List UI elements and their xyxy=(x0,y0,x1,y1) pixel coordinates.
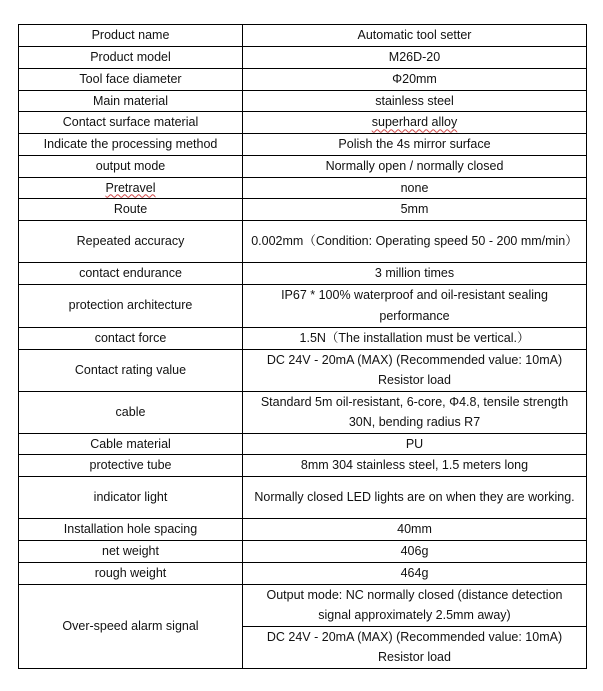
row-label: Product model xyxy=(19,46,243,68)
table-row xyxy=(19,177,587,199)
row-label: Product name xyxy=(19,25,243,47)
row-value: DC 24V - 20mA (MAX) (Recommended value: 10mA) Resistor load xyxy=(243,626,587,668)
table-row xyxy=(19,284,587,327)
row-value: PU xyxy=(243,433,587,455)
row-label: Installation hole spacing xyxy=(19,519,243,541)
table-row xyxy=(19,541,587,563)
row-value: 5mm xyxy=(243,199,587,221)
row-value: 8mm 304 stainless steel, 1.5 meters long xyxy=(243,455,587,477)
table-row xyxy=(19,455,587,477)
row-label: Tool face diameter xyxy=(19,68,243,90)
table-row xyxy=(19,155,587,177)
table-row xyxy=(19,584,587,626)
row-value: IP67 * 100% waterproof and oil-resistant sealing performance xyxy=(243,284,587,327)
table-row xyxy=(19,134,587,156)
table-row xyxy=(19,519,587,541)
table-row xyxy=(19,68,587,90)
table-row xyxy=(19,433,587,455)
row-label: Contact surface material xyxy=(19,112,243,134)
table-row xyxy=(19,199,587,221)
row-value: 0.002mm（Condition: Operating speed 50 - 200 mm/min） xyxy=(243,221,587,263)
row-value: Automatic tool setter xyxy=(243,25,587,47)
table-row xyxy=(19,327,587,349)
row-label-text: Pretravel xyxy=(105,180,156,195)
row-value: 3 million times xyxy=(243,263,587,285)
table-row xyxy=(19,46,587,68)
table-row xyxy=(19,562,587,584)
row-label: Route xyxy=(19,199,243,221)
row-value: Φ20mm xyxy=(243,68,587,90)
row-label: Indicate the processing method xyxy=(19,134,243,156)
row-value: 40mm xyxy=(243,519,587,541)
row-value-text: superhard alloy xyxy=(371,115,458,130)
row-label: protection architecture xyxy=(19,284,243,327)
row-value xyxy=(243,112,587,134)
table-row xyxy=(19,263,587,285)
row-value: stainless steel xyxy=(243,90,587,112)
table-row xyxy=(19,90,587,112)
table-row xyxy=(19,477,587,519)
row-label: Main material xyxy=(19,90,243,112)
row-value: 464g xyxy=(243,562,587,584)
row-value: none xyxy=(243,177,587,199)
row-value: DC 24V - 20mA (MAX) (Recommended value: 10mA) Resistor load xyxy=(243,349,587,391)
row-value: Output mode: NC normally closed (distance detection signal approximately 2.5mm away) xyxy=(243,584,587,626)
row-label: Repeated accuracy xyxy=(19,221,243,263)
row-label: contact force xyxy=(19,327,243,349)
table-row xyxy=(19,349,587,391)
row-value: 1.5N（The installation must be vertical.） xyxy=(243,327,587,349)
spec-table xyxy=(18,24,587,669)
table-row xyxy=(19,391,587,433)
row-label: contact endurance xyxy=(19,263,243,285)
row-value: Normally closed LED lights are on when they are working. xyxy=(243,477,587,519)
row-value: Standard 5m oil-resistant, 6-core, Φ4.8, tensile strength 30N, bending radius R7 xyxy=(243,391,587,433)
row-label xyxy=(19,177,243,199)
row-label: cable xyxy=(19,391,243,433)
table-row xyxy=(19,25,587,47)
row-label: Contact rating value xyxy=(19,349,243,391)
row-label: net weight xyxy=(19,541,243,563)
row-value: 406g xyxy=(243,541,587,563)
table-row xyxy=(19,221,587,263)
row-value: Normally open / normally closed xyxy=(243,155,587,177)
row-label: protective tube xyxy=(19,455,243,477)
row-value: Polish the 4s mirror surface xyxy=(243,134,587,156)
table-row xyxy=(19,112,587,134)
row-label: indicator light xyxy=(19,477,243,519)
row-label: rough weight xyxy=(19,562,243,584)
row-label: output mode xyxy=(19,155,243,177)
row-label: Cable material xyxy=(19,433,243,455)
row-label: Over-speed alarm signal xyxy=(19,584,243,668)
row-value: M26D-20 xyxy=(243,46,587,68)
